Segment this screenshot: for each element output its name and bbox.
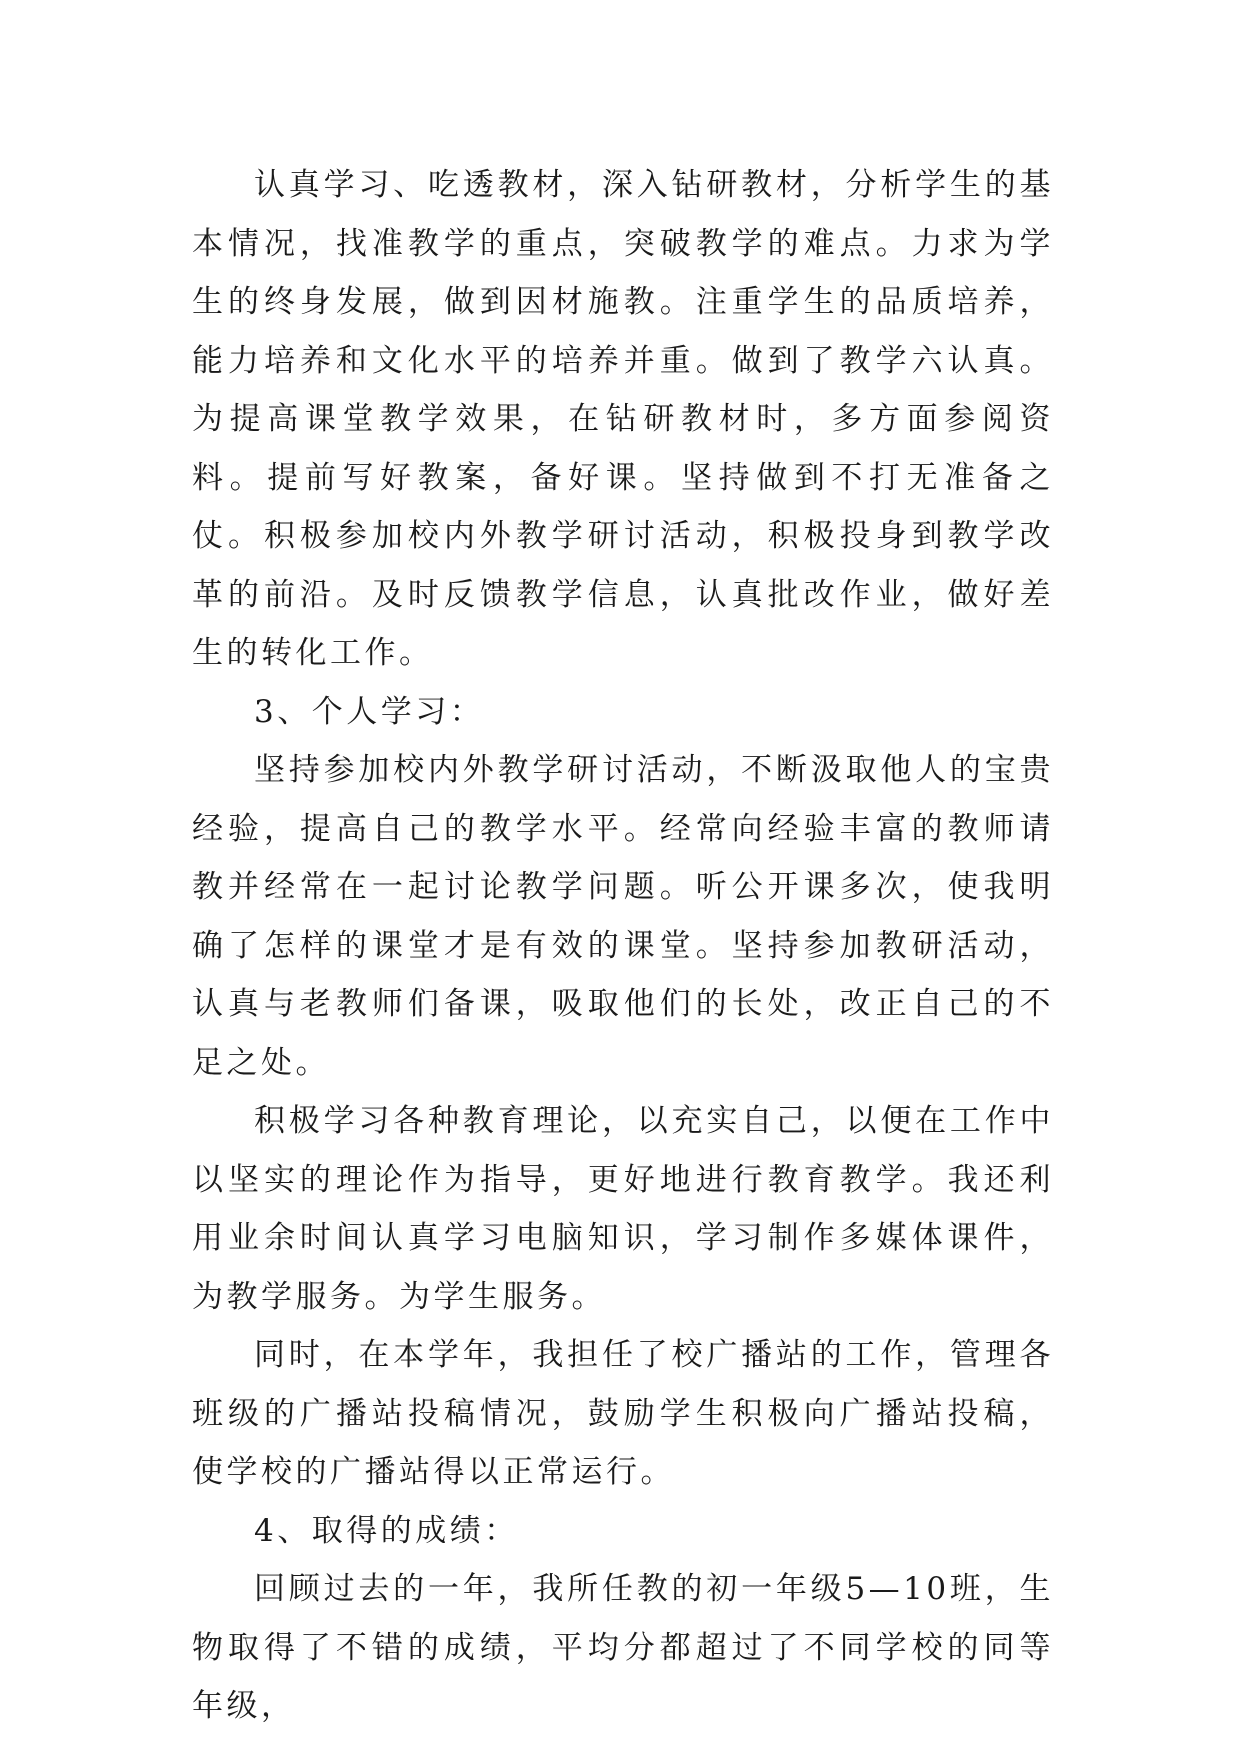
paragraph-research-activities: 坚持参加校内外教学研讨活动，不断汲取他人的宝贵经验，提高自己的教学水平。经常向经验丰富的教师请教并经常在一起讨论教学问题。听公开课多次，使我明确了怎样的课堂才是有效的课堂。坚持参加教研活动，认真与老教师们备课，吸取他们的长处，改正自己的不足之处。: [192, 752, 1054, 1081]
paragraph-broadcast-station: 同时，在本学年，我担任了校广播站的工作，管理各班级的广播站投稿情况，鼓励学生积极向广播站投稿，使学校的广播站得以正常运行。: [192, 1337, 1054, 1490]
section-heading-personal-study: 3、个人学习：: [254, 693, 485, 730]
paragraph-education-theory: 积极学习各种教育理论，以充实自己，以便在工作中以坚实的理论作为指导，更好地进行教育教学。我还利用业余时间认真学习电脑知识，学习制作多媒体课件，为教学服务。为学生服务。: [192, 1103, 1054, 1315]
document-body: [192, 156, 1054, 1736]
paragraph-teaching-work: 认真学习、吃透教材，深入钻研教材，分析学生的基本情况，找准教学的重点，突破教学的难点。力求为学生的终身发展，做到因材施教。注重学生的品质培养，能力培养和文化水平的培养并重。做到了教学六认真。为提高课堂教学效果，在钻研教材时，多方面参阅资料。提前写好教案，备好课。坚持做到不打无准备之仗。积极参加校内外教学研讨活动，积极投身到教学改革的前沿。及时反馈教学信息，认真批改作业，做好差生的转化工作。: [192, 167, 1054, 671]
paragraph-achievements: 回顾过去的一年，我所任教的初一年级5—10班，生物取得了不错的成绩，平均分都超过了不同学校的同等年级，: [192, 1571, 1054, 1724]
section-heading-achievements: 4、取得的成绩：: [254, 1512, 519, 1549]
